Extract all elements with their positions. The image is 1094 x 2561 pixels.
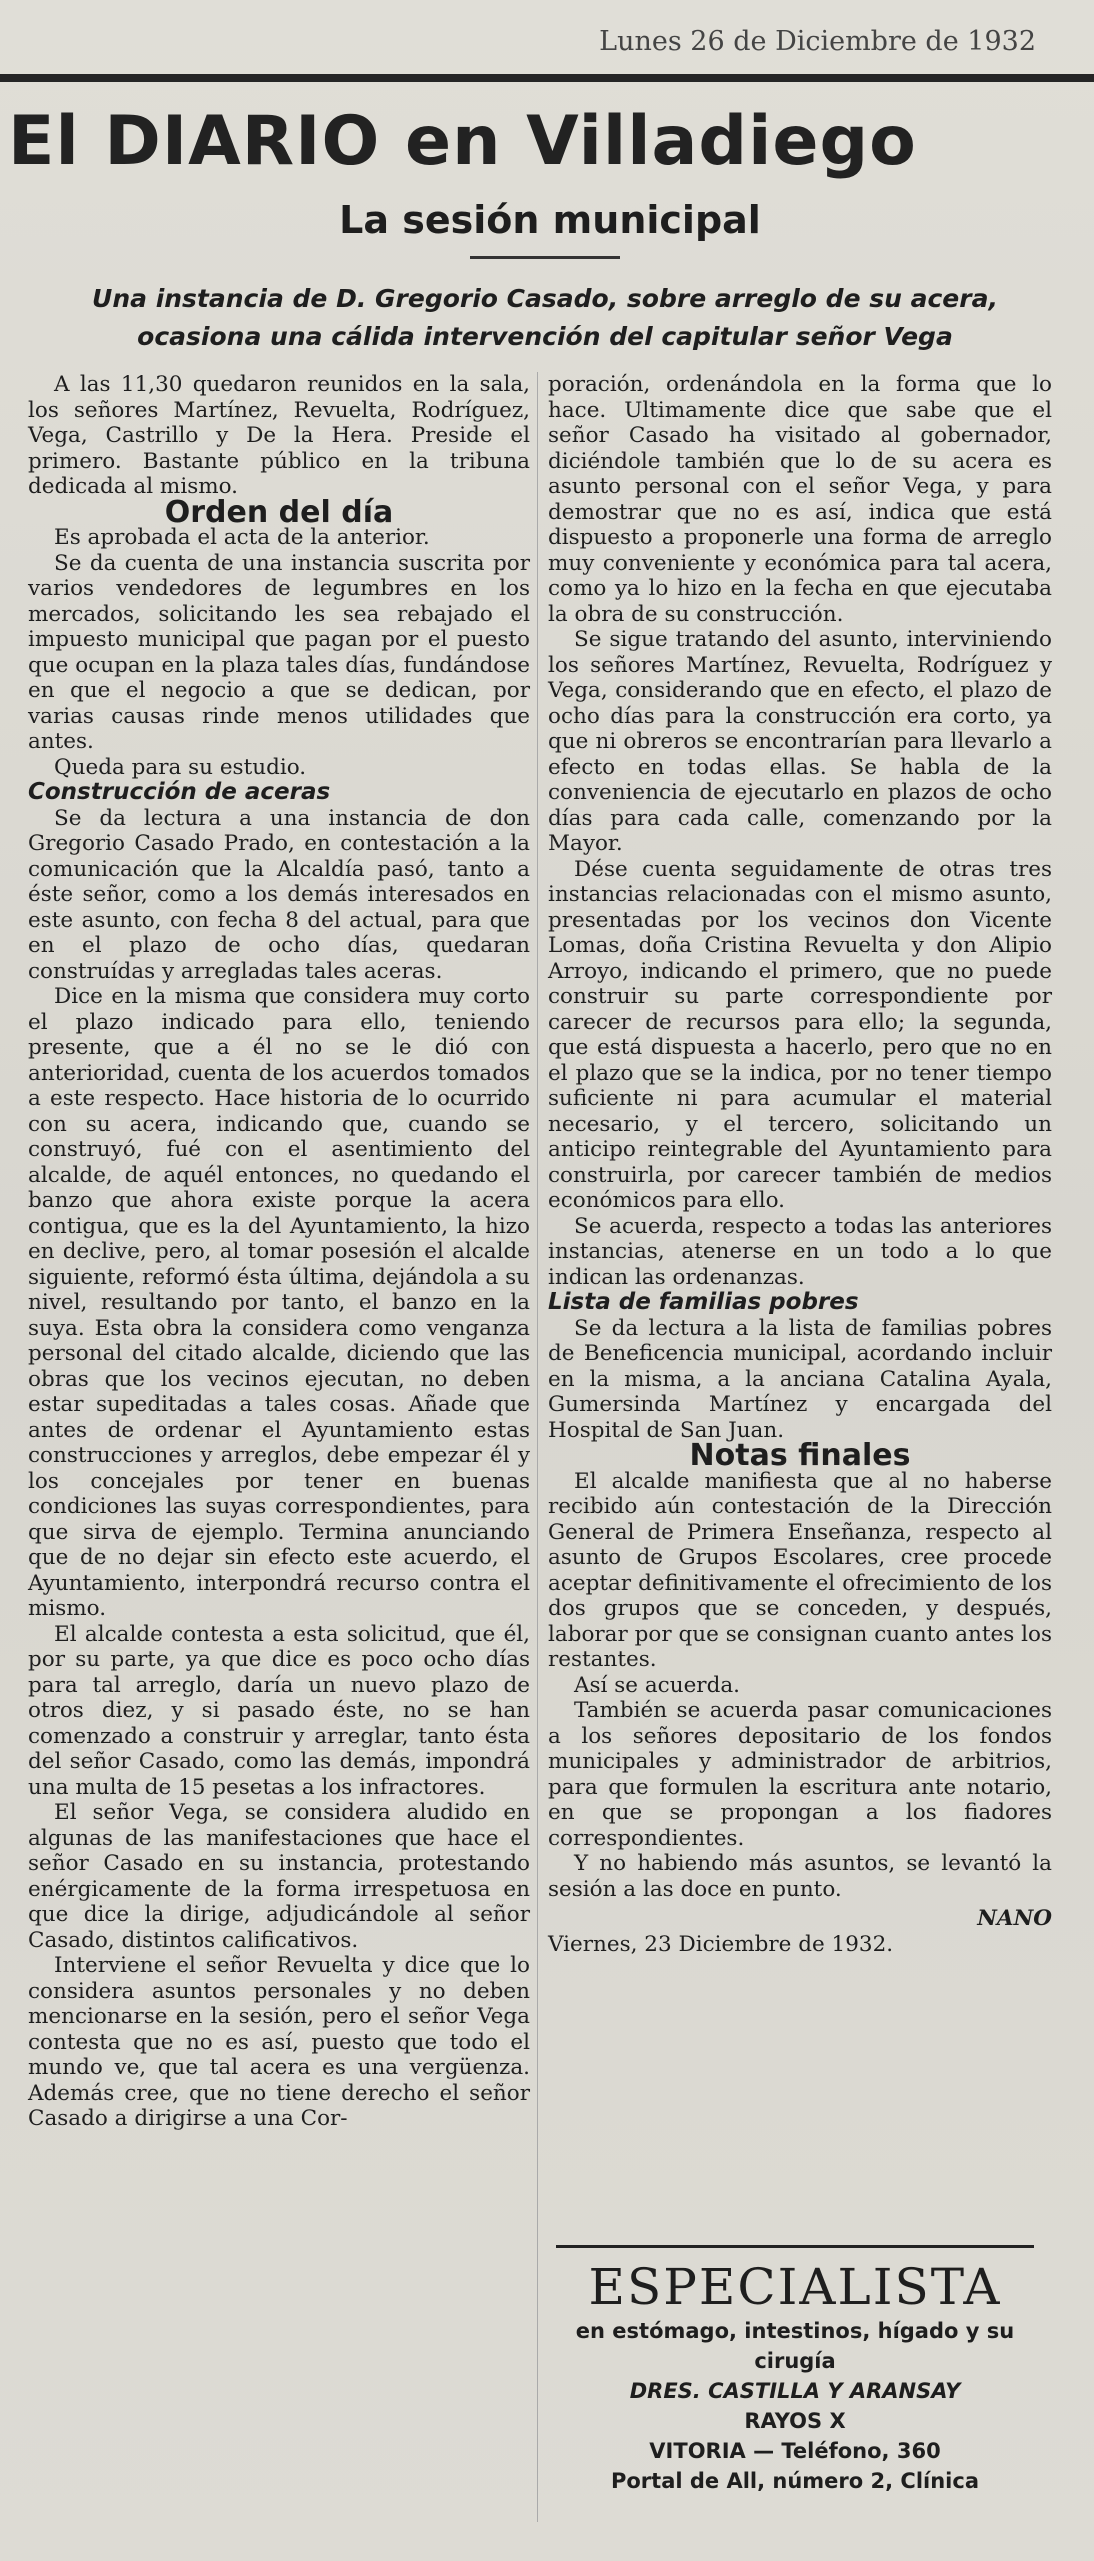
ad-xray: RAYOS X (744, 2409, 846, 2433)
paragraph: Se sigue tratando del asunto, interviniendo los señores Martínez, Revuelta, Rodríguez y Vega, considerando que en efecto, el plazo de ocho días para la construcción era corto, ya que ni obreros se encontrarían para llevarlo a efecto en todas ellas. Se habla de la conveniencia de ejecutarlo en plazos de ocho días para cada calle, comenzando por la Mayor. (548, 627, 1052, 856)
paragraph: Interviene el señor Revuelta y dice que lo considera asuntos personales y no deben mencionarse en la sesión, pero el señor Vega contesta que no es así, puesto que todo el mundo ve, que tal acera es una vergüenza. Además cree, que no tiene derecho el señor Casado a dirigirse a una Cor- (28, 1953, 530, 2131)
author-signature: NANO (977, 1906, 1052, 1931)
subheading-aceras: Construcción de aceras (28, 779, 331, 805)
paragraph: Y no habiendo más asuntos, se levantó la sesión a las doce en punto. (548, 1851, 1052, 1902)
paragraph: A las 11,30 quedaron reunidos en la sala, los señores Martínez, Revuelta, Rodríguez, Vega, Castrillo y De la Hera. Preside el primero. Bastante público en la tribuna dedicada al mismo. (28, 372, 530, 499)
paragraph: poración, ordenándola en la forma que lo hace. Ultimamente dice que sabe que el señor Casado ha visitado al gobernador, diciéndole también que lo de su acera es asunto personal con el señor Vega, y para demostrar que no es así, indica que está dispuesto a proponerle una forma de arreglo muy conveniente y económica para tal acera, como ya lo hizo en la fecha en que ejecutaba la obra de su construcción. (548, 372, 1052, 627)
paragraph: El señor Vega, se considera aludido en algunas de las manifestaciones que hace el señor Casado en su instancia, protestando enérgicamente de la forma irrespetuosa en que dice la dirige, adjudicándole al señor Casado, distintos calificativos. (28, 1800, 530, 1953)
ad-doctors: DRES. CASTILLA Y ARANSAY (629, 2379, 961, 2403)
paragraph: Se da lectura a la lista de familias pobres de Beneficencia municipal, acordando incluir en la misma, a la anciana Catalina Ayala, Gumersinda Martínez y encargada del Hospital de San Juan. (548, 1315, 1052, 1443)
subheading-familias: Lista de familias pobres (548, 1289, 859, 1315)
article-headline: Una instancia de D. Gregorio Casado, sobre arreglo de su acera, ocasiona una cálida intervención del capitular señor Vega (92, 284, 998, 351)
paragraph: También se acuerda pasar comunicaciones a los señores depositario de los fondos municipales y administrador de arbitrios, para que formulen la escritura ante notario, en que se propongan a los fiadores correspondientes. (548, 1698, 1052, 1851)
paragraph: Dice en la misma que considera muy corto el plazo indicado para ello, teniendo presente, que a él no se le dió con anterioridad, cuenta de los acuerdos tomados a este respecto. Hace historia de lo ocurrido con su acera, indicando que, cuando se construyó, fué con el asentimiento del alcalde, de aquél entonces, no quedando el banzo que ahora existe porque la acera contigua, que es la del Ayuntamiento, la hizo en declive, pero, al tomar posesión el alcalde siguiente, reformó ésta última, dejándola a su nivel, resultando por tanto, el banzo en la suya. Esta obra la considera como venganza personal del citado alcalde, diciendo que las obras que los vecinos ejecutan, no deben estar supeditadas a tales cosas. Añade que antes de ordenar el Ayuntamiento estas construcciones y arreglos, debe empezar él y los concejales por tener en buenas condiciones las suyas correspondientes, para que sirva de ejemplo. Termina anunciando que de no dejar sin efecto este acuerdo, el Ayuntamiento, interpondrá recurso contra el mismo. (28, 984, 530, 1621)
paragraph: Dése cuenta seguidamente de otras tres instancias relacionadas con el mismo asunto, presentadas por los vecinos don Vicente Lomas, doña Cristina Revuelta y don Alipio Arroyo, indicando el primero, que no puede construir su parte correspondiente por carecer de recursos para ello; la segunda, que está dispuesta a hacerlo, pero que no en el plazo que se la indica, por no tener tiempo suficiente ni para acumular el material necesario, y el tercero, solicitando un anticipo reintegrable del Ayuntamiento para construirla, por carecer también de medios económicos para ello. (548, 856, 1052, 1213)
paragraph: Se da lectura a una instancia de don Gregorio Casado Prado, en contestación a la comunicación que la Alcaldía pasó, tanto a éste señor, como a los demás interesados en este asunto, con fecha 8 del actual, para que en el plazo de ocho días, quedaran construídas y arregladas tales aceras. (28, 805, 530, 984)
section-title: La sesión municipal (339, 198, 761, 242)
subheading-notas: Notas finales (689, 1438, 911, 1473)
ad-title: ESPECIALISTA (588, 2258, 1002, 2316)
paragraph: Así se acuerda. (574, 1672, 740, 1698)
paragraph: El alcalde manifiesta que al no haberse recibido aún contestación de la Dirección General de Primera Enseñanza, respecto al asunto de Grupos Escolares, cree procede aceptar definitivamente el ofrecimiento de los dos grupos que se conceden, y después, laborar por que se consignan cuanto antes los restantes. (548, 1468, 1052, 1672)
paragraph: Se acuerda, respecto a todas las anteriores instancias, atenerse en un todo a lo que indican las ordenanzas. (548, 1213, 1052, 1290)
paragraph: Se da cuenta de una instancia suscrita por varios vendedores de legumbres en los mercados, solicitando les sea rebajado el impuesto municipal que pagan por el puesto que ocupan en la plaza tales días, fundándose en que el negocio a que se dedican, por varias causas rinde menos utilidades que antes. (28, 550, 530, 754)
issue-date: Lunes 26 de Diciembre de 1932 (599, 26, 1036, 57)
ad-rule (556, 2245, 1034, 2248)
dateline: Viernes, 23 Diciembre de 1932. (548, 1931, 894, 1957)
left-column (28, 372, 530, 2132)
ad-phone: VITORIA — Teléfono, 360 (649, 2439, 941, 2463)
paragraph: Es aprobada el acta de la anterior. (54, 525, 430, 550)
ad-specialties: en estómago, intestinos, hígado y su cirugía (575, 2319, 1015, 2373)
top-rule (0, 74, 1094, 82)
section-rule (470, 256, 620, 259)
subheading-orden: Orden del día (164, 494, 394, 530)
specialist-ad (556, 2245, 1034, 2496)
paragraph: Queda para su estudio. (54, 754, 307, 780)
ad-address: Portal de All, número 2, Clínica (610, 2469, 979, 2493)
masthead: El DIARIO en Villadiego (8, 102, 917, 181)
column-divider (537, 372, 538, 2522)
paragraph: El alcalde contesta a esta solicitud, que él, por su parte, ya que dice es poco ocho días para tal arreglo, daría un nuevo plazo de otros diez, y si pasado éste, no se han comenzado a construir y arreglar, tanto ésta del señor Casado, como las demás, impondrá una multa de 15 pesetas a los infractores. (28, 1621, 530, 1800)
right-column (548, 372, 1052, 1957)
